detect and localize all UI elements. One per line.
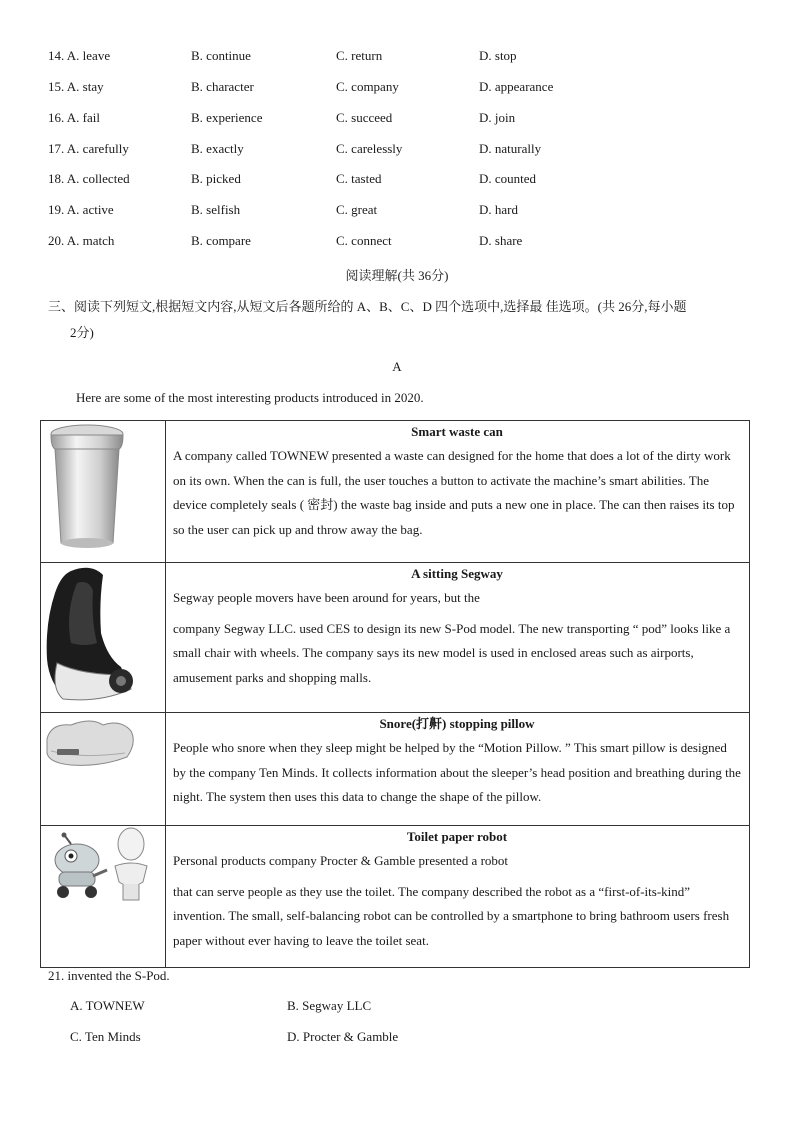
question-21-option-a: A. TOWNEW xyxy=(70,998,145,1013)
product-row xyxy=(41,421,750,563)
question-19-options xyxy=(48,202,748,222)
product-text-cell xyxy=(166,826,750,968)
option-c: C. company xyxy=(336,79,399,94)
option-a: 17. A. carefully xyxy=(48,141,129,156)
product-text-cell xyxy=(166,563,750,713)
product-row xyxy=(41,826,750,968)
waste-can-image xyxy=(41,421,165,561)
option-b: B. exactly xyxy=(191,141,244,156)
toilet-robot-image xyxy=(41,826,165,916)
option-a: 19. A. active xyxy=(48,202,114,217)
question-21-option-b: B. Segway LLC xyxy=(287,998,372,1013)
product-title: A sitting Segway xyxy=(411,566,503,581)
option-d: D. hard xyxy=(479,202,518,217)
product-title: Smart waste can xyxy=(411,424,503,439)
product-title: Toilet paper robot xyxy=(406,829,508,844)
option-a: 20. A. match xyxy=(48,233,115,248)
product-row xyxy=(41,563,750,713)
option-a: 15. A. stay xyxy=(48,79,104,94)
option-d: D. naturally xyxy=(479,141,542,156)
option-b: B. experience xyxy=(191,110,263,125)
option-d: D. appearance xyxy=(479,79,554,94)
option-c: C. connect xyxy=(336,233,392,248)
section-heading: 阅读理解(共 36分) xyxy=(345,268,449,283)
product-description: that can serve people as they use the toilet. The company described the robot as a “first-of-its-kind” invention. The small, self-balancing robot can be controlled by a smartphone to bring bathroom users fresh paper without ever having to leave the toilet seat. xyxy=(173,883,730,948)
product-text-cell xyxy=(166,713,750,826)
passage-intro: Here are some of the most interesting products introduced in 2020. xyxy=(76,390,424,405)
product-description: People who snore when they sleep might be helped by the “Motion Pillow. ” This smart pillow is designed by the company Ten Minds. It collects information about the sleeper’s head position and breathing during the night. The system then uses this data to change the shape of the pillow. xyxy=(173,740,741,804)
passage-label: A xyxy=(392,359,402,374)
question-15-options xyxy=(48,79,748,99)
option-b: B. continue xyxy=(191,48,251,63)
product-text-cell xyxy=(166,421,750,563)
question-21-stem: 21. invented the S-Pod. xyxy=(48,968,170,983)
product-description: Personal products company Procter & Gamble presented a robot xyxy=(173,853,509,868)
product-description: A company called TOWNEW presented a waste can designed for the home that does a lot of the dirty work on its own. When the can is full, the user touches a button to activate the machine’s smart abilities. The device completely seals ( 密封) the waste bag inside and puts a new one in place. The can then raises its top so the user can pick up and throw away the bag. xyxy=(173,448,735,537)
segway-pod-image xyxy=(41,563,165,709)
product-image-cell xyxy=(41,826,166,968)
instruction-line-2: 2分) xyxy=(70,325,94,340)
option-b: B. picked xyxy=(191,171,241,186)
option-a: 16. A. fail xyxy=(48,110,100,125)
option-b: B. selfish xyxy=(191,202,241,217)
question-20-options xyxy=(48,233,748,253)
option-c: C. return xyxy=(336,48,383,63)
question-21-option-c: C. Ten Minds xyxy=(70,1029,141,1044)
option-c: C. carelessly xyxy=(336,141,403,156)
product-title: Snore(打鼾) stopping pillow xyxy=(379,716,535,731)
product-image-cell xyxy=(41,563,166,713)
question-21-option-d: D. Procter & Gamble xyxy=(287,1029,399,1044)
instruction-line-1: 三、阅读下列短文,根据短文内容,从短文后各题所给的 A、B、C、D 四个选项中,选择最 佳选项。(共 26分,每小题 xyxy=(48,299,687,314)
question-14-options xyxy=(48,48,748,68)
pillow-image xyxy=(41,713,165,773)
option-d: D. share xyxy=(479,233,523,248)
products-table xyxy=(40,420,750,968)
option-c: C. tasted xyxy=(336,171,382,186)
option-a: 18. A. collected xyxy=(48,171,130,186)
product-description: company Segway LLC. used CES to design its new S-Pod model. The new transporting “ pod” looks like a small chair with wheels. The company says its new model is used in enclosed areas such as airports, amusement parks and shopping malls. xyxy=(173,620,731,685)
option-c: C. great xyxy=(336,202,378,217)
question-17-options xyxy=(48,141,748,161)
option-b: B. character xyxy=(191,79,254,94)
option-b: B. compare xyxy=(191,233,251,248)
option-a: 14. A. leave xyxy=(48,48,111,63)
option-d: D. counted xyxy=(479,171,537,186)
option-d: D. stop xyxy=(479,48,517,63)
question-16-options xyxy=(48,110,748,130)
option-c: C. succeed xyxy=(336,110,393,125)
question-18-options xyxy=(48,171,748,191)
product-image-cell xyxy=(41,713,166,826)
product-image-cell xyxy=(41,421,166,563)
product-row xyxy=(41,713,750,826)
option-d: D. join xyxy=(479,110,516,125)
section-instruction xyxy=(48,294,758,346)
product-description: Segway people movers have been around for years, but the xyxy=(173,590,480,605)
